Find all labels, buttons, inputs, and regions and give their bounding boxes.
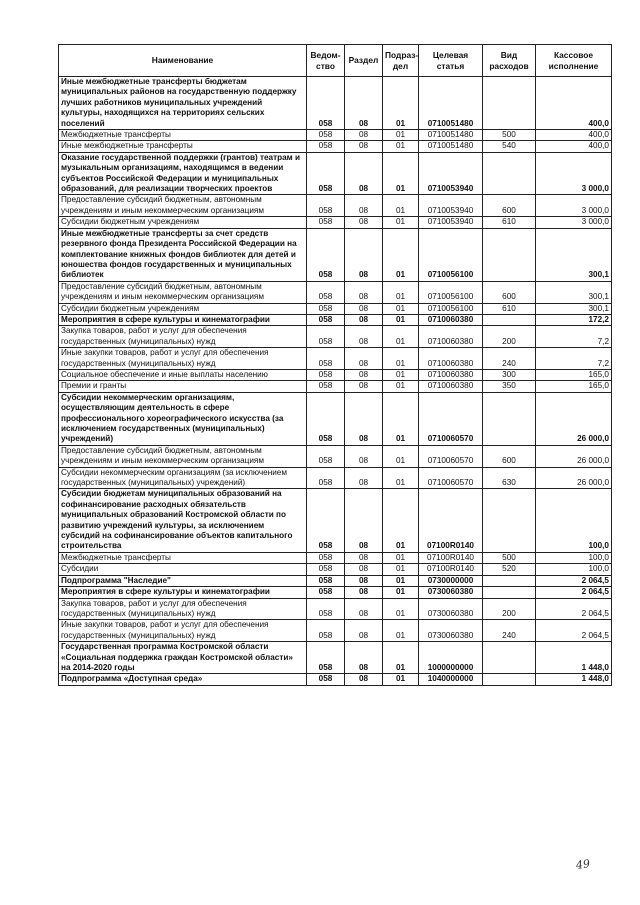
cell-subsection: 01 [383,575,419,586]
cell-department: 058 [307,195,345,217]
cell-expense-type [483,152,536,195]
cell-target-article: 0710053940 [419,152,483,195]
cell-department: 058 [307,445,345,467]
cell-amount: 7,2 [536,348,612,370]
cell-subsection: 01 [383,489,419,552]
cell-department: 058 [307,326,345,348]
table-row [59,303,612,314]
cell-section: 08 [345,564,383,575]
cell-target-article: 07100R0140 [419,489,483,552]
cell-target-article: 0710056100 [419,228,483,281]
cell-department: 058 [307,392,345,445]
cell-name: Оказание государственной поддержки (грантов) театрам и музыкальным организациям, находящимся в ведении субъектов Российской Федерации и муниципальных образований, для реализации творческих проектов [59,152,307,195]
cell-subsection: 01 [383,217,419,228]
cell-target-article: 0710060380 [419,381,483,392]
cell-name: Субсидии некоммерческим организациям (за исключением государственных (муниципальных) учреждений) [59,467,307,489]
cell-section: 08 [345,281,383,303]
cell-target-article: 0710060380 [419,314,483,325]
table-row [59,674,612,685]
cell-section: 08 [345,467,383,489]
cell-expense-type: 300 [483,369,536,380]
cell-amount: 172,2 [536,314,612,325]
header-row [59,45,612,77]
cell-subsection: 01 [383,467,419,489]
table-row [59,228,612,281]
cell-target-article: 0710053940 [419,217,483,228]
cell-section: 08 [345,445,383,467]
cell-section: 08 [345,326,383,348]
cell-department: 058 [307,620,345,642]
cell-name: Субсидии некоммерческим организациям, осуществляющим деятельность в сфере профессионального хореографического искусства (за исключением государственных (муниципальных) учреждений) [59,392,307,445]
cell-subsection: 01 [383,228,419,281]
cell-name: Субсидии [59,564,307,575]
table-row [59,130,612,141]
table-row [59,445,612,467]
cell-department: 058 [307,228,345,281]
cell-subsection: 01 [383,152,419,195]
header-cash-execution: Кассовое исполнение [536,45,612,77]
cell-name: Мероприятия в сфере культуры и кинематографии [59,314,307,325]
table-row [59,564,612,575]
cell-name: Подпрограмма "Наследие" [59,575,307,586]
cell-amount: 165,0 [536,369,612,380]
cell-name: Мероприятия в сфере культуры и кинематографии [59,587,307,598]
cell-target-article: 0710060570 [419,445,483,467]
cell-target-article: 1040000000 [419,674,483,685]
cell-name: Иные межбюджетные трансферты [59,141,307,152]
cell-target-article: 0710051480 [419,141,483,152]
cell-subsection: 01 [383,77,419,130]
cell-section: 08 [345,217,383,228]
cell-expense-type [483,314,536,325]
cell-target-article: 0730060380 [419,587,483,598]
cell-section: 08 [345,348,383,370]
table-row [59,369,612,380]
cell-department: 058 [307,141,345,152]
cell-section: 08 [345,195,383,217]
table-row [59,141,612,152]
cell-target-article: 0710053940 [419,195,483,217]
cell-amount: 165,0 [536,381,612,392]
cell-department: 058 [307,552,345,563]
cell-amount: 300,1 [536,228,612,281]
table-row [59,552,612,563]
table-row [59,620,612,642]
cell-amount: 400,0 [536,77,612,130]
cell-subsection: 01 [383,303,419,314]
cell-department: 058 [307,314,345,325]
table-row [59,217,612,228]
cell-department: 058 [307,489,345,552]
cell-name: Иные закупки товаров, работ и услуг для обеспечения государственных (муниципальных) нужд [59,620,307,642]
cell-amount: 100,0 [536,564,612,575]
cell-name: Межбюджетные трансферты [59,552,307,563]
cell-amount: 300,1 [536,281,612,303]
cell-section: 08 [345,314,383,325]
table-row [59,77,612,130]
cell-department: 058 [307,598,345,620]
cell-section: 08 [345,489,383,552]
cell-subsection: 01 [383,445,419,467]
cell-expense-type: 540 [483,141,536,152]
header-department: Ведом-ство [307,45,345,77]
cell-department: 058 [307,674,345,685]
table-row [59,195,612,217]
cell-section: 08 [345,598,383,620]
table-row [59,642,612,674]
cell-target-article: 0730060380 [419,620,483,642]
cell-section: 08 [345,587,383,598]
cell-amount: 300,1 [536,303,612,314]
cell-expense-type: 600 [483,195,536,217]
cell-expense-type: 600 [483,281,536,303]
cell-subsection: 01 [383,392,419,445]
cell-target-article: 0710060380 [419,348,483,370]
cell-subsection: 01 [383,620,419,642]
cell-amount: 3 000,0 [536,217,612,228]
cell-department: 058 [307,303,345,314]
cell-department: 058 [307,575,345,586]
cell-section: 08 [345,369,383,380]
cell-expense-type: 520 [483,564,536,575]
header-section: Раздел [345,45,383,77]
cell-section: 08 [345,141,383,152]
cell-department: 058 [307,381,345,392]
table-row [59,348,612,370]
cell-name: Иные межбюджетные трансферты за счет средств резервного фонда Президента Российской Федерации на комплектование книжных фондов библиотек для детей и юношества фондов государственных и муниципальных библиотек [59,228,307,281]
cell-name: Иные закупки товаров, работ и услуг для обеспечения государственных (муниципальных) нужд [59,348,307,370]
cell-section: 08 [345,381,383,392]
cell-target-article: 0730060380 [419,598,483,620]
cell-target-article: 07100R0140 [419,564,483,575]
cell-amount: 1 448,0 [536,674,612,685]
cell-name: Государственная программа Костромской области «Социальная поддержка граждан Костромской области» на 2014-2020 годы [59,642,307,674]
cell-name: Предоставление субсидий бюджетным, автономным учреждениям и иным некоммерческим организациям [59,445,307,467]
cell-amount: 1 448,0 [536,642,612,674]
cell-name: Закупка товаров, работ и услуг для обеспечения государственных (муниципальных) нужд [59,598,307,620]
table-row [59,575,612,586]
cell-expense-type [483,674,536,685]
cell-target-article: 0710056100 [419,303,483,314]
cell-target-article: 0710051480 [419,130,483,141]
header-subsection: Подраз-дел [383,45,419,77]
cell-department: 058 [307,77,345,130]
cell-target-article: 0730000000 [419,575,483,586]
cell-department: 058 [307,130,345,141]
cell-subsection: 01 [383,552,419,563]
cell-amount: 2 064,5 [536,575,612,586]
cell-department: 058 [307,152,345,195]
cell-target-article: 0710060380 [419,369,483,380]
cell-subsection: 01 [383,564,419,575]
cell-name: Премии и гранты [59,381,307,392]
cell-name: Субсидии бюджетам муниципальных образований на софинансирование расходных обязательств муниципальных образований Костромской области по развитию учреждений культуры, за исключением субсидий на софинансирование объектов капитального строительства [59,489,307,552]
cell-amount: 26 000,0 [536,445,612,467]
table-row [59,314,612,325]
cell-department: 058 [307,369,345,380]
cell-target-article: 0710051480 [419,77,483,130]
cell-name: Предоставление субсидий бюджетным, автономным учреждениям и иным некоммерческим организациям [59,281,307,303]
table-row [59,326,612,348]
cell-expense-type [483,642,536,674]
cell-department: 058 [307,467,345,489]
cell-section: 08 [345,620,383,642]
cell-expense-type: 200 [483,598,536,620]
cell-subsection: 01 [383,369,419,380]
cell-expense-type: 610 [483,217,536,228]
table-row [59,489,612,552]
cell-expense-type [483,77,536,130]
budget-table-sheet [58,44,611,686]
cell-target-article: 0710060380 [419,326,483,348]
cell-expense-type: 240 [483,620,536,642]
cell-amount: 100,0 [536,489,612,552]
cell-amount: 3 000,0 [536,195,612,217]
cell-expense-type [483,575,536,586]
table-row [59,281,612,303]
header-target-article: Целевая статья [419,45,483,77]
budget-table [58,44,612,686]
cell-expense-type [483,392,536,445]
cell-expense-type [483,228,536,281]
cell-name: Субсидии бюджетным учреждениям [59,217,307,228]
cell-department: 058 [307,281,345,303]
cell-department: 058 [307,217,345,228]
cell-expense-type: 200 [483,326,536,348]
cell-department: 058 [307,564,345,575]
cell-name: Предоставление субсидий бюджетным, автономным учреждениям и иным некоммерческим организациям [59,195,307,217]
page-number: 49 [575,857,591,872]
cell-subsection: 01 [383,587,419,598]
cell-name: Субсидии бюджетным учреждениям [59,303,307,314]
cell-amount: 400,0 [536,141,612,152]
cell-subsection: 01 [383,326,419,348]
cell-section: 08 [345,642,383,674]
cell-subsection: 01 [383,598,419,620]
cell-amount: 7,2 [536,326,612,348]
cell-name: Подпрограмма «Доступная среда» [59,674,307,685]
cell-section: 08 [345,552,383,563]
cell-section: 08 [345,77,383,130]
cell-section: 08 [345,228,383,281]
cell-name: Иные межбюджетные трансферты бюджетам муниципальных районов на государственную поддержку лучших работников муниципальных учреждений культуры, находящихся на территориях сельских поселений [59,77,307,130]
cell-amount: 2 064,5 [536,598,612,620]
cell-amount: 26 000,0 [536,467,612,489]
cell-subsection: 01 [383,674,419,685]
cell-department: 058 [307,587,345,598]
cell-target-article: 1000000000 [419,642,483,674]
cell-expense-type: 600 [483,445,536,467]
table-row [59,467,612,489]
cell-expense-type: 500 [483,130,536,141]
cell-subsection: 01 [383,141,419,152]
cell-subsection: 01 [383,314,419,325]
cell-target-article: 0710060570 [419,467,483,489]
table-row [59,392,612,445]
cell-amount: 2 064,5 [536,587,612,598]
cell-name: Закупка товаров, работ и услуг для обеспечения государственных (муниципальных) нужд [59,326,307,348]
cell-subsection: 01 [383,281,419,303]
table-row [59,381,612,392]
cell-subsection: 01 [383,381,419,392]
cell-subsection: 01 [383,348,419,370]
cell-expense-type [483,587,536,598]
cell-section: 08 [345,130,383,141]
cell-amount: 26 000,0 [536,392,612,445]
cell-expense-type: 240 [483,348,536,370]
cell-subsection: 01 [383,130,419,141]
cell-expense-type: 350 [483,381,536,392]
cell-amount: 3 000,0 [536,152,612,195]
header-name: Наименование [59,45,307,77]
cell-target-article: 0710060570 [419,392,483,445]
cell-department: 058 [307,348,345,370]
cell-amount: 100,0 [536,552,612,563]
cell-section: 08 [345,575,383,586]
cell-department: 058 [307,642,345,674]
cell-section: 08 [345,303,383,314]
cell-section: 08 [345,392,383,445]
cell-subsection: 01 [383,642,419,674]
cell-expense-type [483,489,536,552]
cell-expense-type: 500 [483,552,536,563]
cell-expense-type: 610 [483,303,536,314]
cell-section: 08 [345,674,383,685]
cell-target-article: 0710056100 [419,281,483,303]
cell-target-article: 07100R0140 [419,552,483,563]
header-expense-type: Вид расходов [483,45,536,77]
table-row [59,587,612,598]
cell-amount: 2 064,5 [536,620,612,642]
cell-expense-type: 630 [483,467,536,489]
table-row [59,598,612,620]
cell-name: Социальное обеспечение и иные выплаты населению [59,369,307,380]
cell-amount: 400,0 [536,130,612,141]
table-row [59,152,612,195]
cell-name: Межбюджетные трансферты [59,130,307,141]
cell-subsection: 01 [383,195,419,217]
cell-section: 08 [345,152,383,195]
